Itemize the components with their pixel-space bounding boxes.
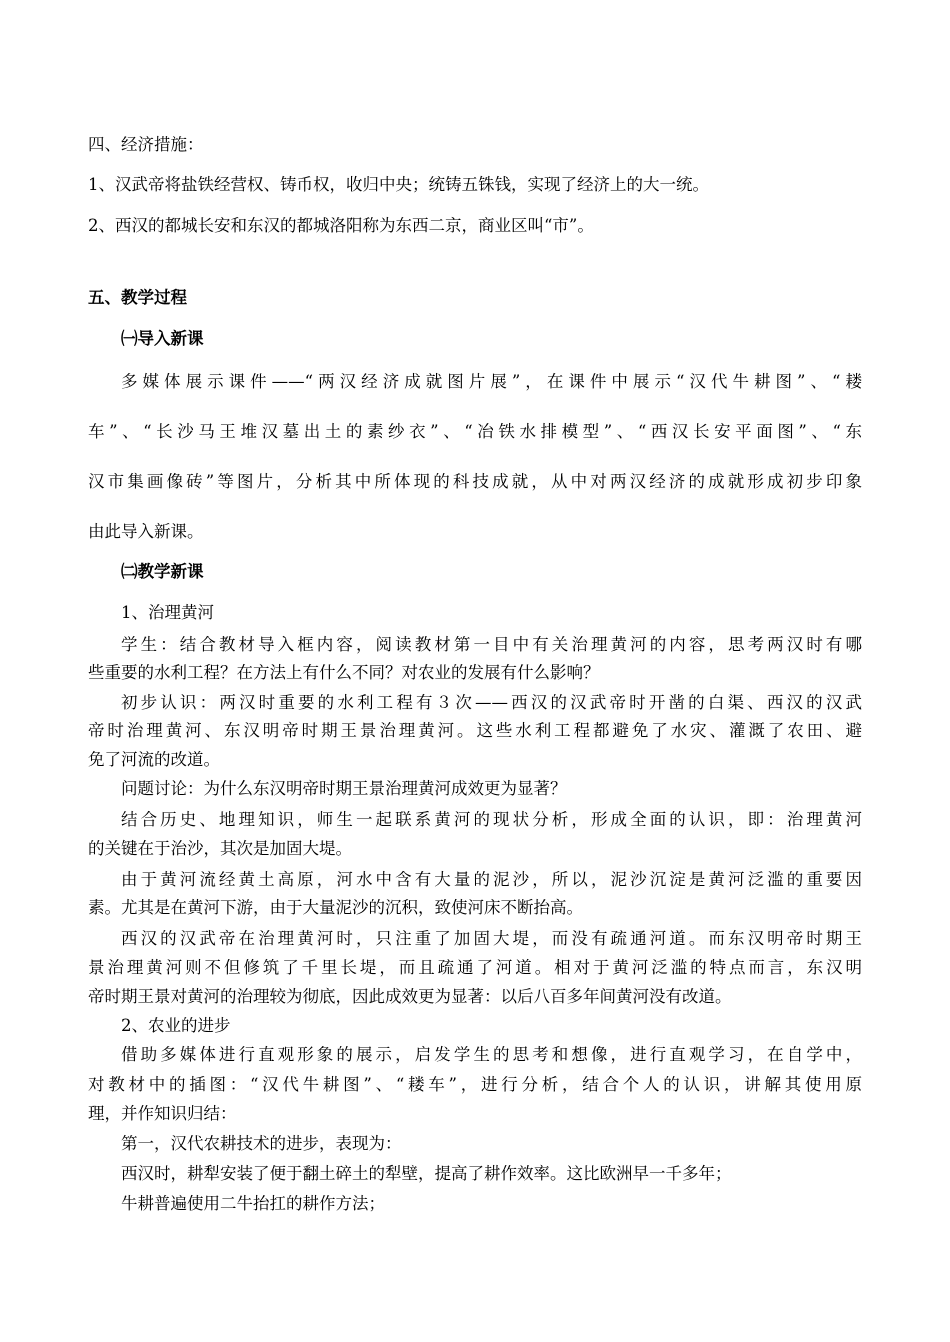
body-line: 结合历史、地理知识，师生一起联系黄河的现状分析，形成全面的认识，即：治理黄河 <box>121 810 862 829</box>
intro-paragraph-line: 车”、“长沙马王堆汉墓出土的素纱衣”、“冶铁水排模型”、“西汉长安平面图”、“东 <box>88 422 862 441</box>
intro-paragraph-line: 汉市集画像砖”等图片，分析其中所体现的科技成就，从中对两汉经济的成就形成初步印象 <box>88 472 862 491</box>
body-line: 初步认识：两汉时重要的水利工程有３次——西汉的汉武帝时开凿的白渠、西汉的汉武 <box>121 693 862 712</box>
body-line: 理，并作知识归结： <box>88 1104 237 1123</box>
topic-heading: 2、农业的进步 <box>121 1016 231 1035</box>
body-line: 牛耕普遍使用二牛抬扛的耕作方法； <box>121 1194 385 1213</box>
body-line: 景治理黄河则不但修筑了千里长堤，而且疏通了河道。相对于黄河泛滥的特点而言，东汉明 <box>88 958 862 977</box>
topic-heading: 1、治理黄河 <box>121 603 214 622</box>
body-line: 些重要的水利工程？在方法上有什么不同？对农业的发展有什么影响？ <box>88 663 600 682</box>
subsection-1-heading: ㈠导入新课 <box>121 329 204 348</box>
body-line: 第一，汉代农耕技术的进步，表现为： <box>121 1134 402 1153</box>
intro-paragraph-line: 由此导入新课。 <box>88 522 204 541</box>
section-4-paragraph-1: 1、汉武帝将盐铁经营权、铸币权，收归中央；统铸五铢钱，实现了经济上的大一统。 <box>88 175 709 194</box>
body-line: 学生：结合教材导入框内容，阅读教材第一目中有关治理黄河的内容，思考两汉时有哪 <box>121 635 862 654</box>
intro-paragraph-line: 多媒体展示课件——“两汉经济成就图片展”，在课件中展示“汉代牛耕图”、“耧 <box>121 372 862 391</box>
body-line: 对教材中的插图：“汉代牛耕图”、“耧车”，进行分析，结合个人的认识，讲解其使用原 <box>88 1075 862 1094</box>
section-5-heading: 五、教学过程 <box>88 288 187 307</box>
section-4-paragraph-2: 2、西汉的都城长安和东汉的都城洛阳称为东西二京，商业区叫“市”。 <box>88 216 594 235</box>
body-line: 免了河流的改道。 <box>88 750 220 769</box>
body-line: 的关键在于治沙，其次是加固大堤。 <box>88 839 352 858</box>
body-line: 西汉的汉武帝在治理黄河时，只注重了加固大堤，而没有疏通河道。而东汉明帝时期王 <box>121 929 862 948</box>
subsection-2-heading: ㈡教学新课 <box>121 562 204 581</box>
body-line: 素。尤其是在黄河下游，由于大量泥沙的沉积，致使河床不断抬高。 <box>88 898 583 917</box>
body-line: 帝时期王景对黄河的治理较为彻底，因此成效更为显著：以后八百多年间黄河没有改道。 <box>88 987 732 1006</box>
body-line: 西汉时，耕犁安装了便于翻土碎土的犁壁，提高了耕作效率。这比欧洲早一千多年； <box>121 1164 732 1183</box>
section-4-heading: 四、经济措施： <box>88 135 204 154</box>
body-line: 由于黄河流经黄土高原，河水中含有大量的泥沙，所以，泥沙沉淀是黄河泛滥的重要因 <box>121 870 862 889</box>
body-line: 问题讨论：为什么东汉明帝时期王景治理黄河成效更为显著？ <box>121 779 567 798</box>
body-line: 借助多媒体进行直观形象的展示，启发学生的思考和想像，进行直观学习，在自学中， <box>121 1045 862 1064</box>
body-line: 帝时治理黄河、东汉明帝时期王景治理黄河。这些水利工程都避免了水灾、灌溉了农田、避 <box>88 721 862 740</box>
